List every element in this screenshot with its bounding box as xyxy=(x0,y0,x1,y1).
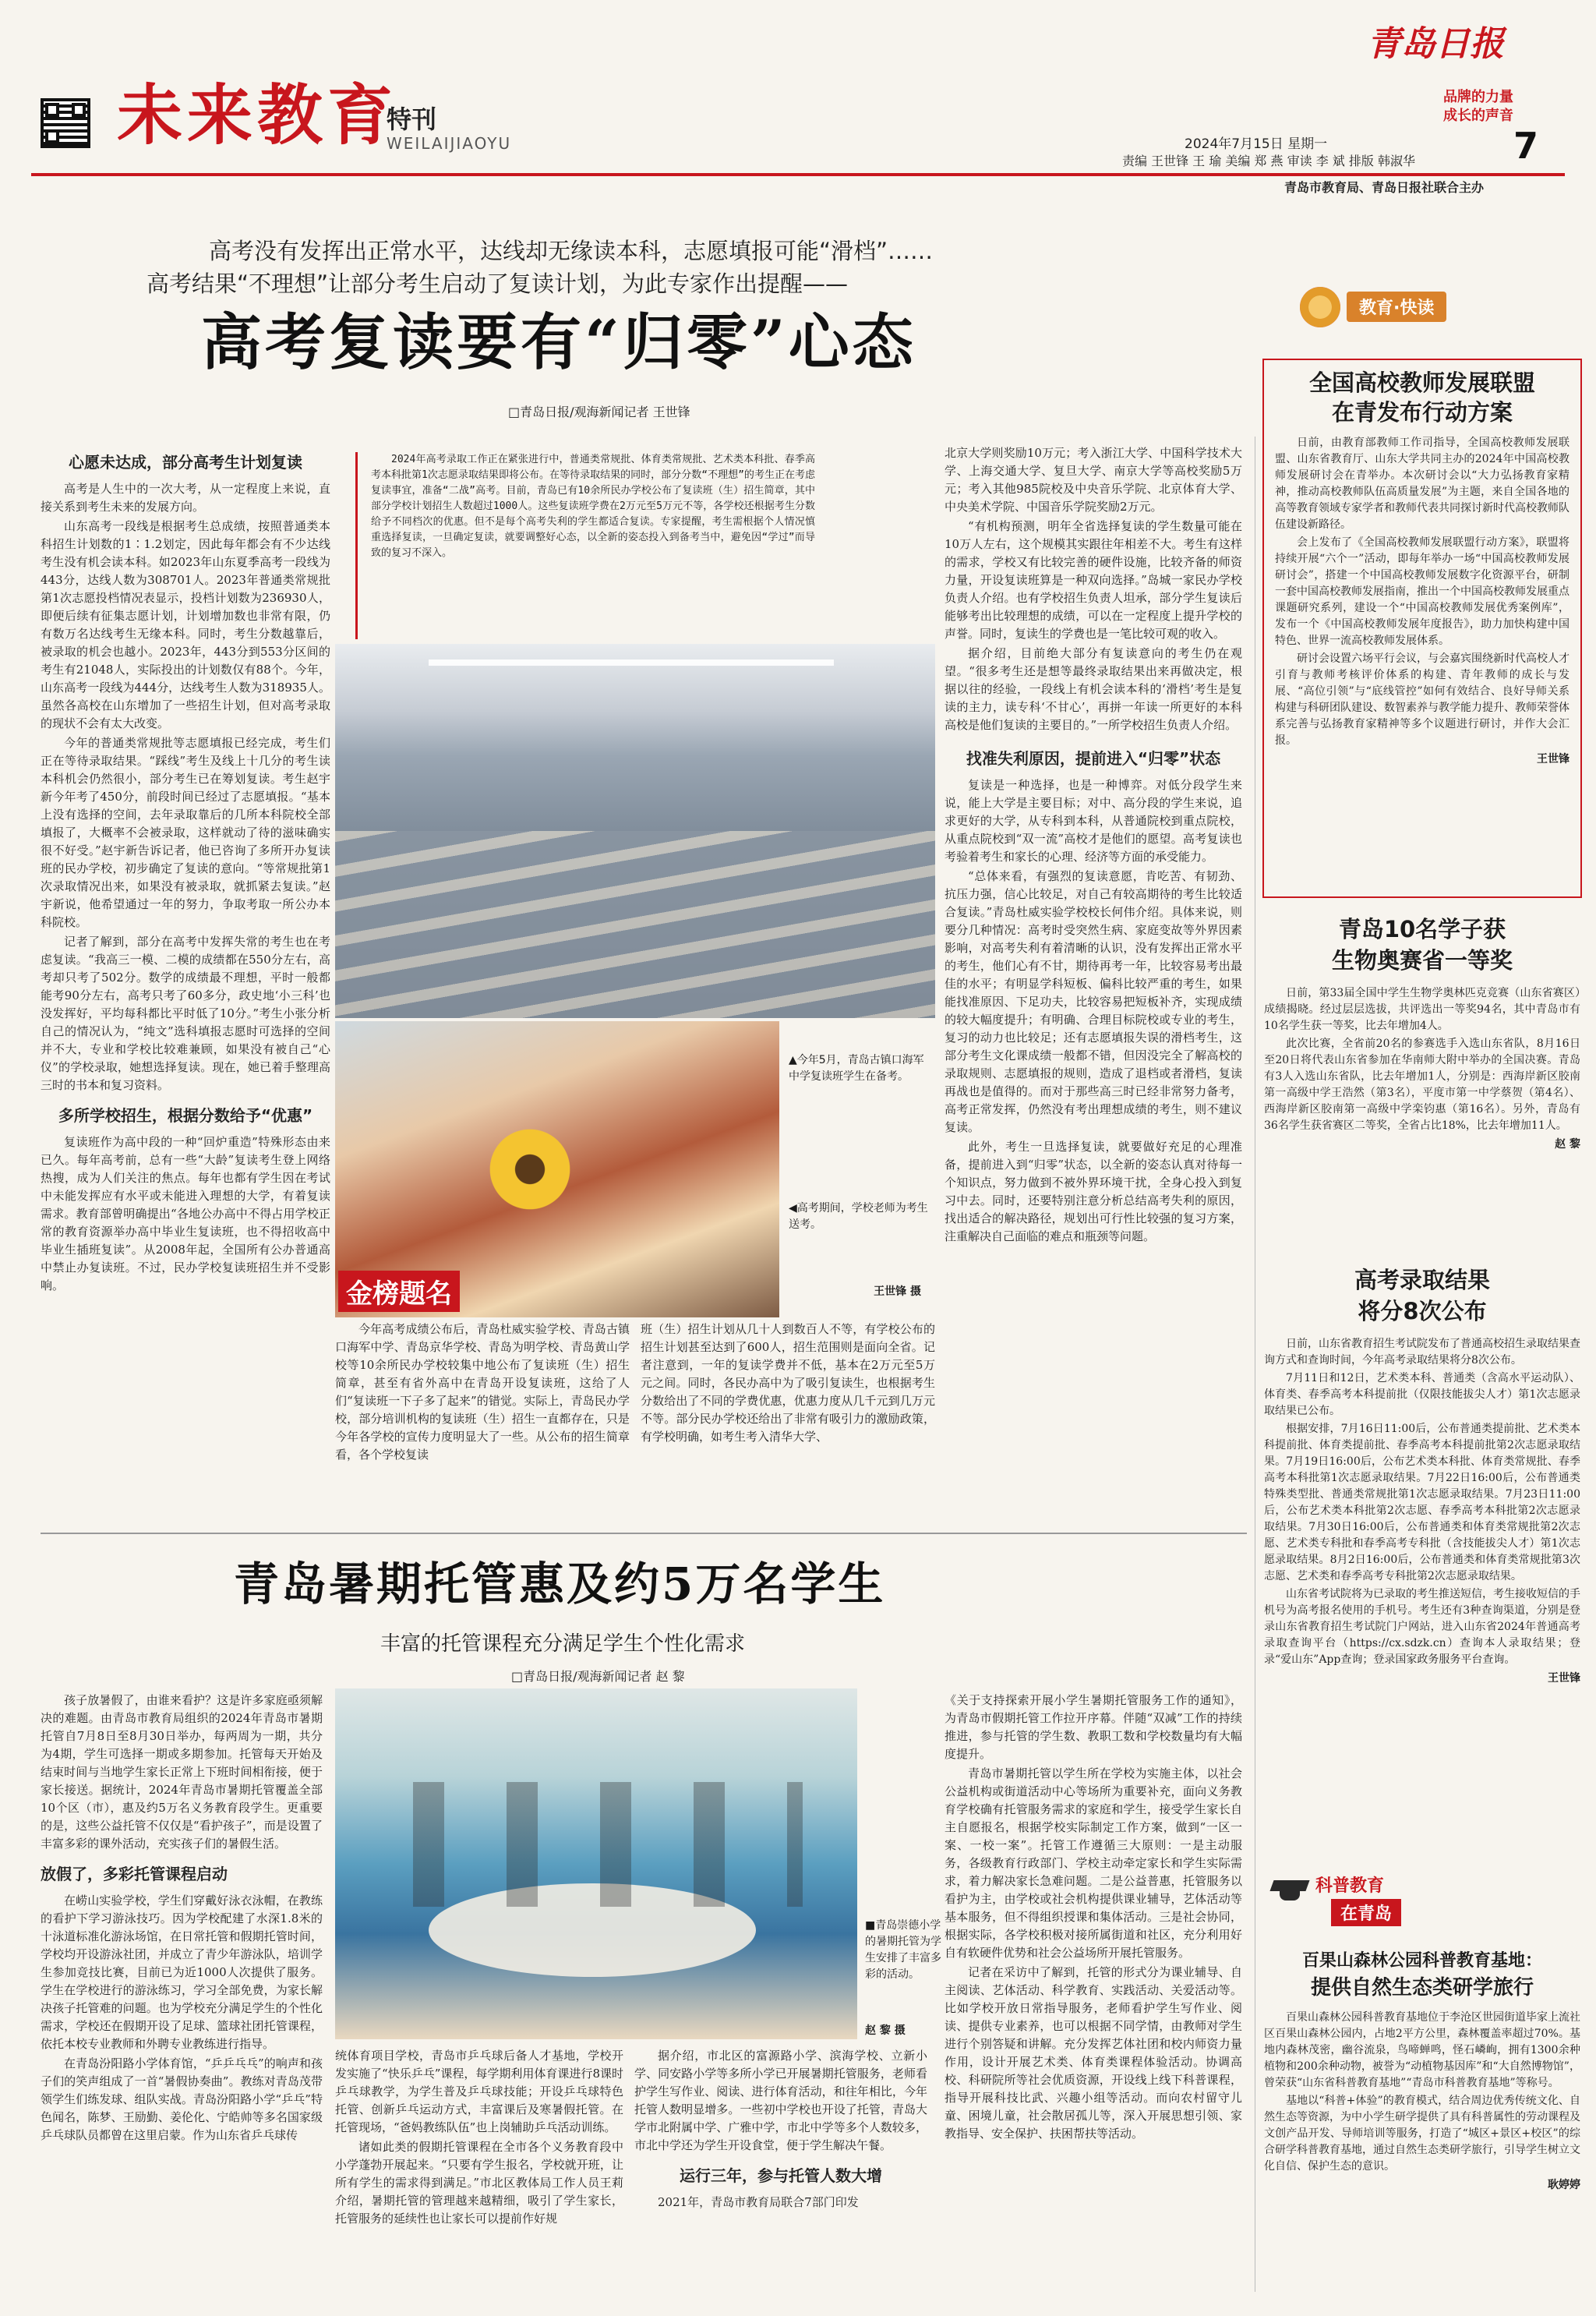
lead-mid-right xyxy=(641,1321,935,1522)
photo-summer-care xyxy=(335,1688,857,2039)
sidebar-column-label: 教育·快读 xyxy=(1347,292,1446,322)
second-subhead-1: 放假了，多彩托管课程启动 xyxy=(41,1865,228,1883)
paragraph: “有机构预测，明年全省选择复读的学生数量可能在10万人左右，这个规模其实跟往年相差不大。考生有这样的需求，学校又有比较完善的硬件设施，比较齐备的师资力量，开设复读班算是一种双向选择。”岛城一家民办学校负责人介绍。也有学校招生负责人坦承，部分学生复读后能够考出比较理想的成绩，可以在一定程度上提升学校的声誉。同时，复读生的学费也是一笔比较可观的收入。 xyxy=(945,519,1242,641)
second-subhead: 丰富的托管课程充分满足学生个性化需求 xyxy=(380,1632,746,1656)
second-column-1 xyxy=(41,1692,323,2300)
photo-exam-send-off xyxy=(335,1021,779,1317)
news3-headline-2: 将分8次公布 xyxy=(1358,1298,1487,1324)
paragraph: 高考是人生中的一次大考，从一定程度上来说，直接关系到考生未来的发展方向。 xyxy=(41,482,330,514)
paragraph: 诸如此类的假期托管课程在全市各个义务教育段中小学蓬勃开展起来。“只要有学生报名，学校就开班，让所有学生的需求得到满足。”市北区教体局工作人员王莉介绍，暑期托管的管理越来越精细，吸引了学生家长，托管服务的延续性也让家长可以提前作好规 xyxy=(335,2140,623,2226)
paragraph: 2021年，青岛市教育局联合7部门印发 xyxy=(658,2195,859,2209)
masthead-rule xyxy=(31,173,1565,176)
news2-body xyxy=(1264,985,1580,1134)
science-credit: 耿婷婷 xyxy=(1548,2179,1580,2191)
photo1-caption: ▲今年5月，青岛古镇口海军中学复读班学生在备考。 xyxy=(789,1054,924,1083)
lead-subhead-2: 多所学校招生，根据分数给予“优惠” xyxy=(58,1106,313,1125)
photo-classroom xyxy=(335,644,935,1018)
news1-body xyxy=(1275,435,1570,749)
science-label-1: 科普教育 xyxy=(1315,1876,1385,1896)
second-column-2 xyxy=(335,2047,623,2297)
second-divider xyxy=(41,1533,1247,1534)
sidebar-news-3 xyxy=(1264,1264,1580,1841)
second-column-3 xyxy=(634,2047,927,2297)
paragraph: 此外，考生一旦选择复读，就要做好充足的心理准备，提前进入到“归零”状态，以全新的姿态认真对待每一个知识点，努力做到不被外界环境干扰，全身心投入到复习中去。同时，还要特别注意分析总结高考失利的原因，找出适合的解决路径，规划出可行性比较强的复习方案，注重解决自己面临的难点和瓶颈等问题。 xyxy=(945,1140,1242,1243)
lead-subhead-3: 找准失利原因，提前进入“归零”状态 xyxy=(966,749,1221,768)
lead-kicker-2: 高考结果“不理想”让部分考生启动了复读计划，为此专家作出提醒—— xyxy=(147,270,849,297)
second-photo-caption: ■青岛崇德小学的暑期托管为学生安排了丰富多彩的活动。 xyxy=(865,1919,941,1981)
second-byline: □青岛日报/观海新闻记者 赵 黎 xyxy=(511,1669,685,1684)
science-label-2: 在青岛 xyxy=(1331,1899,1401,1926)
science-label-block xyxy=(1272,1871,1506,1941)
news3-credit: 王世锋 xyxy=(1548,1672,1580,1685)
sidebar-science-article xyxy=(1264,1949,1580,2292)
paragraph: 据介绍，目前绝大部分有复读意向的考生仍在观望。“很多考生还是想等最终录取结果出来再做决定，根据以往的经验，一段线上有机会读本科的‘滑档’考生是复读的主力，读专科‘不甘心’，再拼一年读一所更好的本科高校是他们复读的主要目的。”一所学校招生负责人介绍。 xyxy=(945,646,1242,732)
second-column-4 xyxy=(945,1692,1242,2300)
issue-date: 2024年7月15日 星期一 xyxy=(1185,136,1328,152)
paragraph: 今年高考成绩公布后，青岛杜威实验学校、青岛古镇口海军中学、青岛京华学校、青岛为明学校、青岛黄山学校等10余所民办学校较集中地公布了复读班（生）招生简章，甚至有省外高中在青岛开设复读班，这给了人们“复读班一下子多了起来”的错觉。实际上，青岛民办学校，部分培训机构的复读班（生）招生一直都存在，只是今年各学校的宣传力度明显大了一些。从公布的招生简章看，各个学校复读 xyxy=(335,1322,630,1462)
paragraph: 今年的普通类常规批等志愿填报已经完成，考生们正在等待录取结果。“踩线”考生及线上十几分的考生读本科机会仍然很小，部分考生已在筹划复读。考生赵宇新今年考了450分，前段时间已经过了志愿填报。“基本上没有选择的空间，去年录取靠后的几所本科院校全部填报了，大概率不会被录取，这样就动了待的滋味确实很不好受。”赵宇新告诉记者，他已咨询了多所开办复读班的民办学校，初步确定了复读的意向。“等常规批第1次录取情况出来，如果没有被录取，就抓紧去复读。”赵宇新说，他希望通过一年的努力，争取考取一所公办本科院校。 xyxy=(41,736,330,929)
paragraph: 在青岛汾阳路小学体育馆，“乒乒乓乓”的响声和孩子们的笑声组成了一首“暑假协奏曲”。教练对青岛茂带领学生们练发球、组队实战。青岛汾阳路小学“乒乓”特色闻名，陈梦、王励勤、姜伦化、宁皓帅等多名国家级乒乓球队员都曾在这里启蒙。作为山东省乒乓球传 xyxy=(41,2056,323,2142)
slogan-2: 成长的声音 xyxy=(1443,108,1513,124)
staff-line: 责编 王世锋 王 瑜 美编 郑 燕 审读 李 斌 排版 韩淑华 xyxy=(1122,154,1415,168)
slogan-1: 品牌的力量 xyxy=(1443,89,1513,105)
qr-code-icon xyxy=(41,98,90,148)
sidebar-news-1 xyxy=(1262,359,1582,898)
news3-body xyxy=(1264,1336,1580,1668)
science-body xyxy=(1264,2010,1580,2175)
news3-headline-1: 高考录取结果 xyxy=(1354,1267,1490,1293)
paragraph: 统体育项目学校，青岛市乒乓球后备人才基地，学校开发实施了“快乐乒乓”课程，每学期利用体育课进行8课时乒乓球教学，为学生普及乒乓球技能；开设乒乓球特色托管、创新乒乓运动方式，丰富课后及寒暑假托管。在托管现场，“爸妈教练队伍”也上岗辅助乒乓活动训练。 xyxy=(335,2049,623,2134)
paragraph: 班（生）招生计划从几十人到数百人不等，有学校公布的招生计划甚至达到了600人，招生范围则是面向全省。记者注意到，一年的复读学费并不低，基本在2万元至5万元之间。同时，各民办高中为了吸引复读生，也根据考生分数给出了不同的学费优惠，优惠力度从几千元到几万元不等。部分民办学校还给出了非常有吸引力的激励政策，有学校明确，如考生考入清华大学、 xyxy=(641,1322,935,1444)
paragraph: 北京大学则奖励10万元；考入浙江大学、中国科学技术大学、上海交通大学、复旦大学、南京大学等高校奖励5万元；考入其他985院校及中央音乐学院、北京体育大学、中央美术学院、中国音乐学院奖励2万元。 xyxy=(945,446,1242,514)
masthead-special: 特刊 xyxy=(387,104,437,134)
news1-credit: 王世锋 xyxy=(1537,753,1570,766)
paragraph: 记者在采访中了解到，托管的形式分为课业辅导、自主阅读、艺体活动、科学教育、实践活动、关爱活动等。比如学校开放日常指导服务，老师看护学生写作业、阅读、提供专业素养，也可以根据不同学情，由教师对学生进行个别答疑和讲解。充分发挥艺体社团和校内师资力量作用，设计开展艺术类、体育类课程体验活动。协调高校、科研院所等社会优质资源，开设线上线下科普课程，指导开展科技比武、兴趣小组等活动。而向农村留守儿童、困境儿童，社会散居孤儿等，深入开展思想引领、家教指导、安全保护、扶困帮扶等活动。 xyxy=(945,1965,1242,2141)
paragraph: 此次比赛，全省前20名的参赛选手入选山东省队，8月16日至20日将代表山东省参加在华南师大附中举办的全国决赛。青岛有3人入选山东省队，比去年增加1人，分别是：西海岸新区胶南第一高级中学王浩然（第3名），平度市第一中学蔡贺（第4名）、西海岸新区胶南第一高级中学栾钧惠（第16名）。另外，青岛有36名学生获省赛区二等奖，全省占比18%，比去年增加11人。 xyxy=(1264,1038,1580,1132)
photo-desk-rows xyxy=(335,831,935,1018)
paragraph: 7月11日和12日，艺术类本科、普通类（含高水平运动队）、体育类、春季高考本科提前批（仅限技能拔尖人才）第1次志愿录取结果已公布。 xyxy=(1264,1372,1580,1417)
science-headline-1: 百果山森林公园科普教育基地： xyxy=(1301,1951,1542,1971)
paragraph: 记者了解到，部分在高考中发挥失常的考生也在考虑复读。“我高三一模、二模的成绩都在550分左右，高考却只考了502分。数学的成绩最不理想，平时一般都能考90分左右，高考只考了60多分，政史地‘小三科’也没发挥好，平均每科都比平时低了10分。”考生小张分析自己的情况认为，“纯文”选科填报志愿时可选择的空间并不大，专业和学校比较难兼顾，如果没有被自己“心仪”的学校录取，她想选择复读。现在，她已着手整理高三时的书本和复习资料。 xyxy=(41,935,330,1092)
paragraph: 山东省考试院将为已录取的考生推送短信，考生接收短信的手机号为高考报名使用的手机号。考生还有3种查询渠道，分别是登录山东省教育招生考试院门户网站，进入山东省2024年普通高考录取查询平台（https://cx.sdzk.cn）查询本人录取结果；登录“爱山东”App查询；登录国家政务服务平台查询。 xyxy=(1264,1588,1580,1666)
paragraph: 日前，山东省教育招生考试院发布了普通高校招生录取结果查询方式和查询时间，今年高考录取结果将分8次公布。 xyxy=(1264,1338,1580,1367)
news2-credit: 赵 黎 xyxy=(1555,1138,1580,1151)
science-headline-2: 提供自然生态类研学旅行 xyxy=(1310,1976,1534,2000)
news1-headline-1: 全国高校教师发展联盟 xyxy=(1308,369,1535,396)
masthead-title: 未来教育 xyxy=(117,76,398,154)
paragraph: 根据安排，7月16日11:00后，公布普通类提前批、艺术类本科提前批、体育类提前批、春季高考本科提前批第2次志愿录取结果。7月19日16:00后，公布艺术类本科批、体育类常规批、春季高考本科批第1次志愿录取结果。7月22日16:00后，公布普通类特殊类型批、普通类常规批第1次志愿录取结果。7月23日11:00后，公布艺术类本科批第2次志愿、春季高考本科批第2次志愿录取结果。7月30日16:00后，公布普通类和体育类常规批第2次志愿、艺术类专科批和春季高考专科批（含技能拔尖人才）第1次志愿录取结果。8月2日16:00后，公布普通类和体育类常规批第3次志愿、艺术类和春季高考专科批第2次志愿录取结果。 xyxy=(1264,1423,1580,1582)
lead-column-1 xyxy=(41,444,330,1294)
news1-headline-2: 在青发布行动方案 xyxy=(1331,399,1513,426)
second-subhead-2: 运行三年，参与托管人数大增 xyxy=(680,2166,882,2185)
paragraph: “总体来看，有强烈的复读意愿，肯吃苦、有韧劲、抗压力强，信心比较足，对自己有较高期待的考生比较适合复读。”青岛杜威实验学校校长何伟介绍。具体来说，则要分几种情况：高考时受突然生病、家庭变故等外界因素影响，对高考失利有着清晰的认识，没有发挥出正常水平的考生，他们心有不甘，期待再考一年，比较容易考出最佳的水平；有明显学科短板、偏科比较严重的考生，如果能找准原因、下足功夫，比较容易把短板补齐，实现成绩的较大幅度提升；有明确、合理目标院校或专业的考生，复习的动力也比较足；还有志愿填报失误的滑档考生，这部分考生文化课成绩一般都不错，但因没完全了解高校的录取规则、志愿填报的规则，造成了退档或者滑档，复读再战也是值得的。而对于那些高三时已经非常努力备考，高考正常发挥，仍然没有考出理想成绩的考生，则不建议复读。 xyxy=(945,869,1242,1134)
paper-logo: 青岛日报 xyxy=(1367,24,1504,64)
page-number: 7 xyxy=(1513,125,1539,167)
sidebar-label-block xyxy=(1300,287,1534,326)
second-headline: 青岛暑期托管惠及约5万名学生 xyxy=(234,1558,886,1611)
photo-sunflowers xyxy=(483,1123,577,1216)
paragraph: 孩子放暑假了，由谁来看护？这是许多家庭亟须解决的难题。由青岛市教育局组织的2024年青岛市暑期托管自7月8日至8月30日举办，每两周为一期，共分为4期，学生可选择一期或多期参加。托管每天开始及结束时间与当地学生家长正常上下班时间相衔接，便于家长接送。据统计，2024年青岛市暑期托管覆盖全部10个区（市），惠及约5万名义务教育段学生。更重要的是，这些公益托管不仅仅是“看护孩子”，而是设置了丰富多彩的课外活动，充实孩子们的暑假生活。 xyxy=(41,1693,323,1851)
lead-summary-text: 2024年高考录取工作正在紧张进行中，普通类常规批、体育类常规批、艺术类本科批、春季高考本科批第1次志愿录取结果即将公布。在等待录取结果的同时，部分分数“不理想”的考生正在考虑复读事宜，准备“二战”高考。目前，青岛已有10余所民办学校公布了复读班（生）招生简章，其中部分学校计划招生人数超过1000人。这些复读班学费在2万元至5万元不等，各学校还根据考生分数给予不同档次的优惠。但不是每个高考失利的学生都适合复读。专家提醒，考生需根据个人情况慎重选择复读，一旦确定复读，就要调整好心态，以全新的姿态投入到备考当中，避免因“学过”而导致的复习不深入。 xyxy=(371,454,815,559)
graduation-cap-icon xyxy=(1272,1874,1308,1905)
sidebar-logo-icon xyxy=(1300,287,1340,327)
news2-headline-2: 生物奥赛省一等奖 xyxy=(1331,947,1513,974)
second-photo-credit: 赵 黎 摄 xyxy=(865,2024,906,2037)
lead-byline: □青岛日报/观海新闻记者 王世锋 xyxy=(508,405,690,419)
co-host-line: 青岛市教育局、青岛日报社联合主办 xyxy=(1284,180,1485,195)
lead-subhead-1: 心愿未达成，部分高考生计划复读 xyxy=(69,453,302,472)
lead-mid-left xyxy=(335,1321,630,1522)
paragraph: 据介绍，市北区的富源路小学、滨海学校、立新小学、同安路小学等多所小学已开展暑期托管服务，老师看护学生写作业、阅读、进行体育活动，和往年相比，今年托管人数明显增多。一些初中学校也开设了托管，青岛大学市北附属中学、广雅中学，市北中学等多个人数较多，市北中学还为学生开设食堂，便于学生解决午餐。 xyxy=(634,2049,927,2152)
paragraph: 青岛市暑期托管以学生所在学校为实施主体，以社会公益机构或街道活动中心等场所为重要补充，面向义务教育学校确有托管服务需求的家庭和学生，接受学生家长自主自愿报名，根据学校实际制定工作方案，做到“一区一案、一校一案”。托管工作遵循三大原则：一是主动服务，各级教育行政部门、学校主动牵定家长和学生实际需求，着力解决家长急难问题。二是公益普惠，托管服务以看护为主，由学校或社会机构提供课业辅导，艺体活动等基本服务，但不得组织授课和集体活动。三是社会协同，根据实际，各学校积极对接所属街道和社区，充分利用好自有软硬件优势和社会公益场所开展托管服务。 xyxy=(945,1766,1242,1960)
sidebar-news-2 xyxy=(1264,914,1580,1319)
masthead xyxy=(0,0,1596,195)
paragraph: 《关于支持探索开展小学生暑期托管服务工作的通知》，为青岛市假期托管工作拉开序幕。伴随“双减”工作的持续推进，参与托管的学生数、教职工数和学校数量均有大幅度提升。 xyxy=(945,1693,1242,1761)
lead-kicker-1: 高考没有发挥出正常水平，达线却无缘读本科，志愿填报可能“滑档”…… xyxy=(209,238,934,264)
paragraph: 日前，由教育部教师工作司指导，全国高校教师发展联盟、山东省教育厅、山东大学共同主办的2024年中国高校教师发展研讨会在青举办。本次研讨会以“大力弘扬教育家精神，推动高校教师队伍高质量发展”为主题，来自全国各地的高等教育领域专家学者和教师代表共同探讨新时代高校教师队伍建设新路径。 xyxy=(1275,437,1570,531)
paragraph: 日前，第33届全国中学生生物学奥林匹克竞赛（山东省赛区）成绩揭晓。经过层层选拔，共评选出一等奖94名，其中青岛市有10名学生获一等奖，比去年增加4人。 xyxy=(1264,987,1580,1032)
masthead-pinyin: WEILAIJIAOYU xyxy=(387,134,512,153)
paragraph: 会上发布了《全国高校教师发展联盟行动方案》，联盟将持续开展“六个一”活动，即每年举办一场“中国高校教师发展研讨会”，搭建一个中国高校教师发展数字化资源平台，研制一套中国高校教师发展指南，推出一个中国高校教师发展重点课题研究系列，建设一个“中国高校教师发展优秀案例库”，发布一个《中国高校教师发展年度报告》，助力加快构建中国特色、世界一流高校教师发展体系。 xyxy=(1275,536,1570,647)
photo-lights xyxy=(429,659,834,666)
lead-headline: 高考复读要有“归零”心态 xyxy=(201,307,916,378)
photo-credit: 王世锋 摄 xyxy=(874,1285,921,1298)
summary-rule xyxy=(355,452,358,639)
paragraph: 复读班作为高中段的一种“回炉重造”特殊形态由来已久。每年高考前，总有一些“大龄”复读考生登上网络热搜，成为人们关注的焦点。每年也都有学生因在考试中未能发挥应有水平或未能进入理想的大学，有着复读需求。教育部曾明确提出“各地公办高中不得占用学校正常的教育资源举办高中毕业生复读班，也不得招收高中毕业生插班复读”。从2008年起，全国所有公办普通高中禁止办复读班。不过，民办学校复读班招生并不受影响。 xyxy=(41,1135,330,1292)
paragraph: 山东高考一段线是根据考生总成绩，按照普通类本科招生计划数的1∶1.2划定，因此每年都会有不少达线考生没有机会读本科。如2023年山东夏季高考一段线为443分，达线人数为308701人。2023年普通类常规批第1次志愿投档情况表显示，投档计划数为236930人，即便后续有征集志愿计划，计划增加数也非常有限，仍有数万名达线考生无缘本科。同时，考生分数越靠后，被录取的机会也越小。2023年，443分到553分区间的考生有21048人，实际投出的计划数仅有88个。今年，山东高考一段线为444分，达线考生人数为318935人。虽然各高校在山东增加了一些招生计划，但对高考录取的现状不会有太大改变。 xyxy=(41,519,330,730)
photo-banner: 金榜题名 xyxy=(338,1271,460,1312)
news2-headline-1: 青岛10名学子获 xyxy=(1338,916,1506,942)
paragraph: 研讨会设置六场平行会议，与会嘉宾围绕新时代高校人才引育与教师考核评价体系的构建、青年教师的成长与发展、“高位引领”与“底线管控”如何有效结合、良好导师关系构建与科研团队建设、数智素养与教学能力提升、教师荣誉体系完善与弘扬教育家精神等多个议题进行研讨，并作大会汇报。 xyxy=(1275,652,1570,747)
lead-column-3 xyxy=(945,444,1242,1520)
photo-children xyxy=(382,1782,803,1907)
paragraph: 百果山森林公园科普教育基地位于李沧区世园街道毕家上流社区百果山森林公园内，占地2平方公里，森林覆盖率超过70%。基地内森林茂密，幽谷流泉，鸟啼蝉鸣，怪石嶙峋，拥有1300余种植物和200余种动物，被誉为“动植物基因库”和“大自然博物馆”，曾荣获“山东省科普教育基地”“青岛市科普教育基地”等称号。 xyxy=(1264,2011,1580,2089)
lead-summary xyxy=(371,452,815,639)
photo2-caption: ◀高考期间，学校老师为考生送考。 xyxy=(789,1202,928,1231)
paragraph: 复读是一种选择，也是一种博弈。对低分段学生来说，能上大学是主要目标；对中、高分段的学生来说，追求更好的大学，从专科到本科，从普通院校到重点院校，从重点院校到“双一流”高校才是他们的愿望。高考复读也考验着考生和家长的心理、经济等方面的承受能力。 xyxy=(945,778,1242,864)
paragraph: 基地以“科普+体验”的教育模式，结合周边优秀传统文化、自然生态等资源，为中小学生研学提供了具有科普属性的劳动课程及文创产品开发、导师培训等服务，打造了“城区+景区+校区”的综合研学科普教育基地，通过自然生态类研学旅行，引导学生树立文化自信、保护生态的意识。 xyxy=(1264,2095,1580,2173)
paragraph: 在崂山实验学校，学生们穿戴好泳衣泳帽，在教练的看护下学习游泳技巧。因为学校配建了水深1.8米的十泳道标准化游泳场馆，在日常托管和假期托管时间，学校均开设游泳社团，并成立了青少年游泳队，培训学生参加竞技比赛，目前已为近1000人次提供了服务。学生在学校进行的游泳练习，学习全部免费，为家长解决孩子托管难的问题。也为学校充分满足学生的个性化需求，学校还在假期开设了足球、篮球社团托管课程，依托本校专业教师和外聘专业教练进行指导。 xyxy=(41,1893,323,2051)
